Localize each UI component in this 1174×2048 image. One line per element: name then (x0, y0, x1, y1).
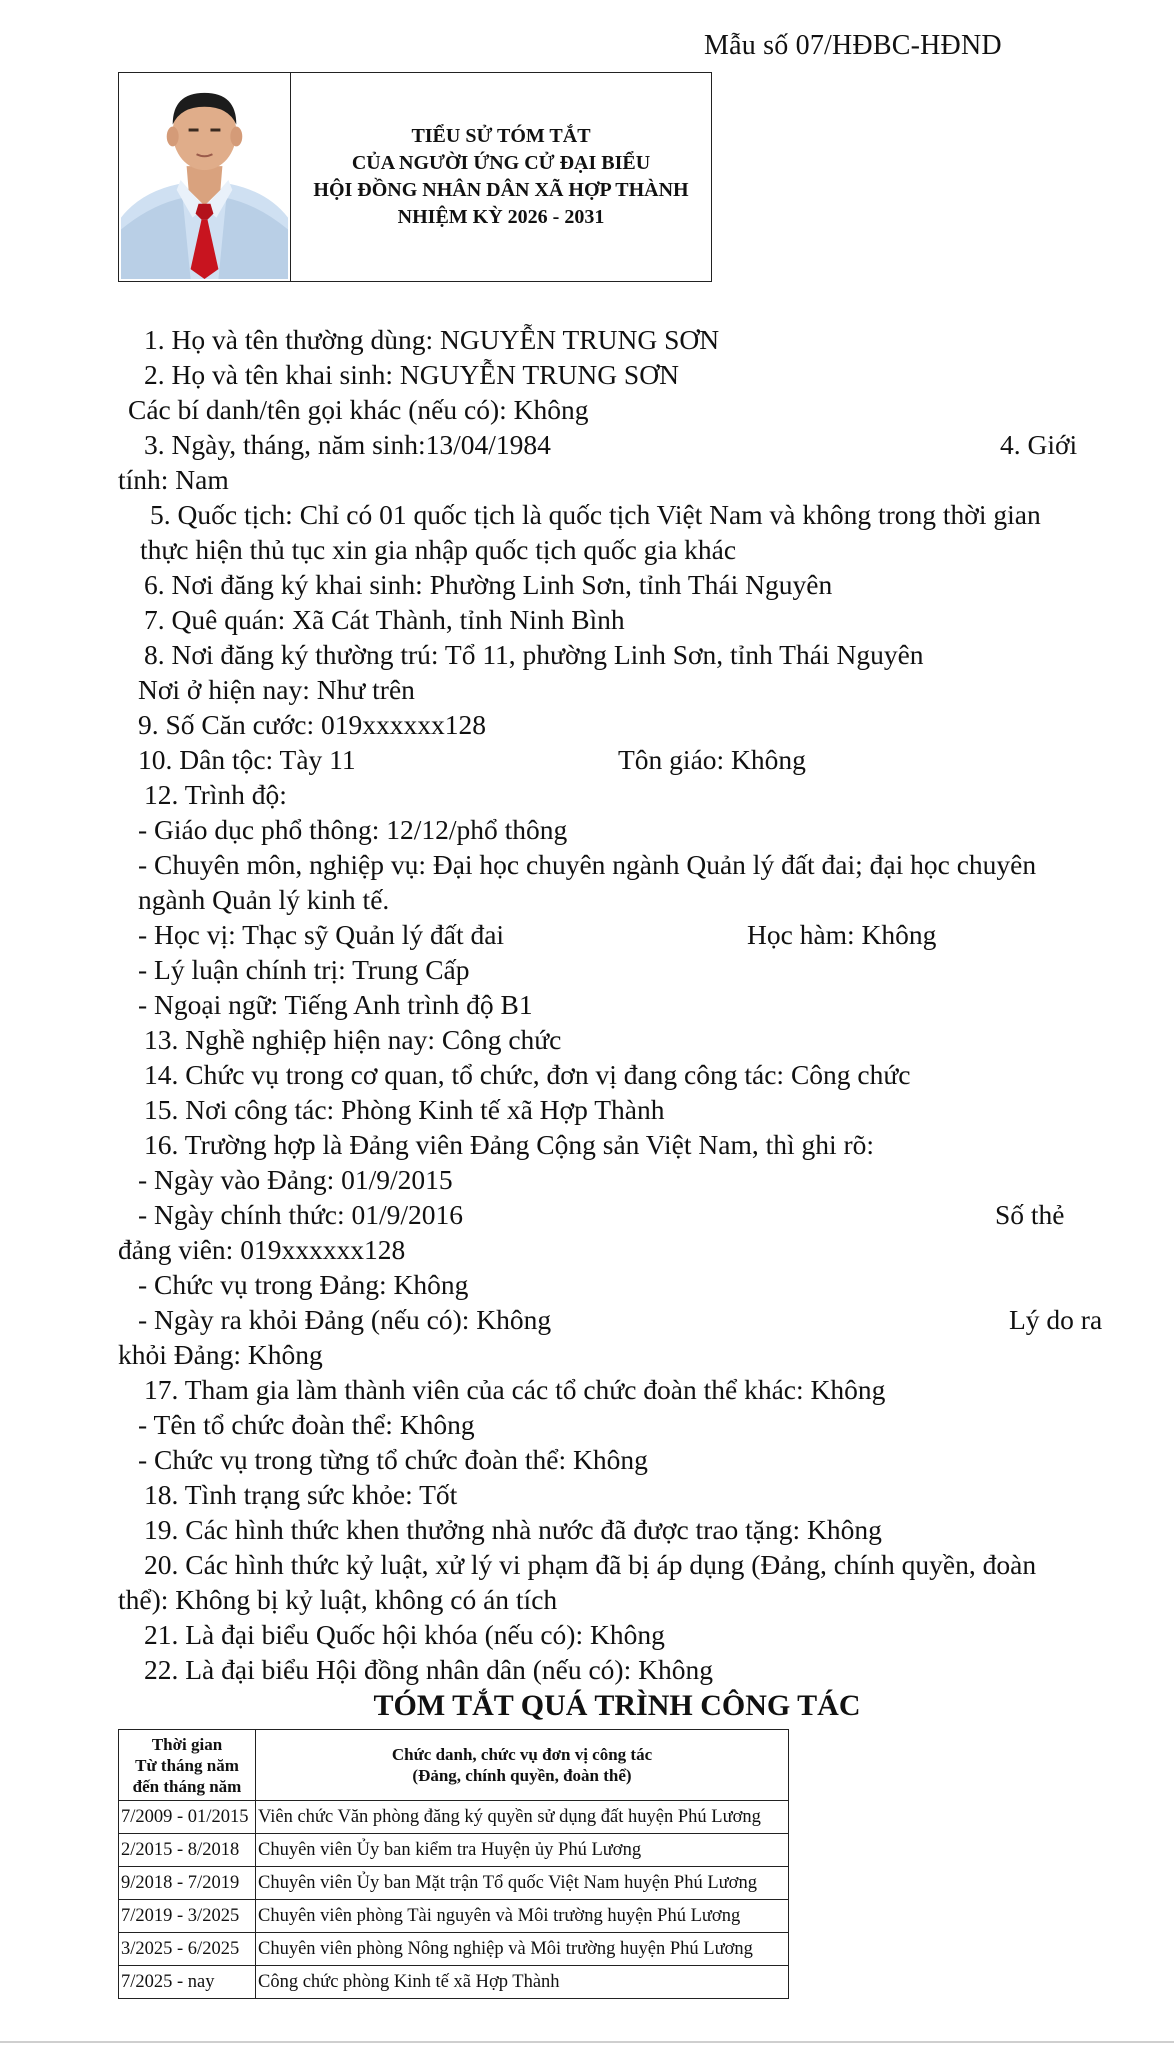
row-time: 7/2009 - 01/2015 (119, 1801, 256, 1834)
bio-line: - Giáo dục phổ thông: 12/12/phổ thông (138, 814, 568, 845)
bio-line: 13. Nghề nghiệp hiện nay: Công chức (144, 1024, 562, 1055)
bio-line: 9. Số Căn cước: 019xxxxxx128 (138, 709, 486, 740)
header-time-line: đến tháng năm (132, 1776, 242, 1796)
bio-line: - Ngoại ngữ: Tiếng Anh trình độ B1 (138, 989, 533, 1020)
header-box (118, 72, 712, 282)
bio-line: 14. Chức vụ trong cơ quan, tổ chức, đơn vị đang công tác: Công chức (144, 1059, 911, 1090)
header-time (119, 1730, 256, 1801)
bio-line: tính: Nam (118, 464, 229, 495)
bio-line: - Tên tổ chức đoàn thể: Không (138, 1409, 475, 1440)
table-row (119, 1900, 789, 1933)
bio-line-right: Tôn giáo: Không (618, 744, 806, 775)
bio-line: khỏi Đảng: Không (118, 1339, 323, 1370)
form-number: Mẫu số 07/HĐBC-HĐND (704, 30, 1002, 61)
bio-line: - Ngày chính thức: 01/9/2016 (138, 1199, 463, 1230)
bio-line: 21. Là đại biểu Quốc hội khóa (nếu có): Không (144, 1619, 665, 1650)
bio-line-split (118, 917, 1118, 952)
bio-line: 8. Nơi đăng ký thường trú: Tổ 11, phường Linh Sơn, tỉnh Thái Nguyên (144, 639, 924, 670)
row-time: 3/2025 - 6/2025 (119, 1933, 256, 1966)
table-row (119, 1834, 789, 1867)
work-history-table (118, 1729, 789, 1999)
bio-line: 5. Quốc tịch: Chỉ có 01 quốc tịch là quốc tịch Việt Nam và không trong thời gian (150, 499, 1041, 530)
row-role: Chuyên viên Ủy ban kiểm tra Huyện ủy Phú Lương (256, 1834, 789, 1867)
table-row (119, 1933, 789, 1966)
bio-line: - Lý luận chính trị: Trung Cấp (138, 954, 470, 985)
title-line-3: HỘI ĐỒNG NHÂN DÂN XÃ HỢP THÀNH (313, 179, 689, 201)
bio-line-right: 4. Giới (1000, 429, 1078, 460)
title-line-2: CỦA NGƯỜI ỨNG CỬ ĐẠI BIỂU (351, 152, 651, 174)
bio-line-split (118, 427, 1118, 462)
header-role-line: (Đảng, chính quyền, đoàn thể) (412, 1766, 632, 1785)
row-role: Công chức phòng Kinh tế xã Hợp Thành (256, 1966, 789, 1999)
bio-line: - Chức vụ trong Đảng: Không (138, 1269, 469, 1300)
page-edge-divider (0, 2041, 1174, 2043)
row-time: 7/2019 - 3/2025 (119, 1900, 256, 1933)
bio-line: đảng viên: 019xxxxxx128 (118, 1234, 406, 1265)
bio-line: - Ngày ra khỏi Đảng (nếu có): Không (138, 1304, 552, 1335)
bio-line: 20. Các hình thức kỷ luật, xử lý vi phạm đã bị áp dụng (Đảng, chính quyền, đoàn (144, 1549, 1037, 1580)
title-line-1: TIỂU SỬ TÓM TẮT (411, 125, 591, 147)
bio-line: 1. Họ và tên thường dùng: NGUYỄN TRUNG SƠN (144, 324, 720, 355)
title-line-4: NHIỆM KỲ 2026 - 2031 (397, 206, 605, 228)
header-role (256, 1730, 789, 1801)
table-row (119, 1966, 789, 1999)
bio-line: 12. Trình độ: (144, 779, 287, 810)
bio-line-right: Số thẻ (995, 1199, 1065, 1230)
bio-line: 15. Nơi công tác: Phòng Kinh tế xã Hợp Thành (144, 1094, 665, 1125)
bio-line: 22. Là đại biểu Hội đồng nhân dân (nếu có): Không (144, 1654, 713, 1685)
header-time-line: Thời gian (151, 1734, 223, 1754)
portrait-image (121, 81, 288, 279)
document-title (291, 73, 711, 281)
row-role: Chuyên viên phòng Nông nghiệp và Môi trường huyện Phú Lương (256, 1933, 789, 1966)
bio-line: ngành Quản lý kinh tế. (138, 884, 390, 915)
header-time-line: Từ tháng năm (135, 1755, 239, 1775)
bio-line-split (118, 1197, 1118, 1232)
bio-line: 3. Ngày, tháng, năm sinh:13/04/1984 (144, 429, 551, 460)
bio-line-right: Học hàm: Không (747, 919, 937, 950)
bio-line: - Ngày vào Đảng: 01/9/2015 (138, 1164, 453, 1195)
portrait-photo (119, 73, 291, 281)
bio-line: 16. Trường hợp là Đảng viên Đảng Cộng sản Việt Nam, thì ghi rõ: (144, 1129, 875, 1160)
row-time: 2/2015 - 8/2018 (119, 1834, 256, 1867)
bio-line: Nơi ở hiện nay: Như trên (138, 674, 415, 705)
bio-line-split (118, 742, 1118, 777)
table-header-row (119, 1730, 789, 1801)
bio-line: 18. Tình trạng sức khỏe: Tốt (144, 1479, 458, 1510)
bio-line: thực hiện thủ tục xin gia nhập quốc tịch quốc gia khác (140, 534, 737, 565)
row-time: 7/2025 - nay (119, 1966, 256, 1999)
bio-line: 17. Tham gia làm thành viên của các tổ chức đoàn thể khác: Không (144, 1374, 886, 1405)
bio-line: 2. Họ và tên khai sinh: NGUYỄN TRUNG SƠN (144, 359, 679, 390)
bio-line-right: Lý do ra (1009, 1304, 1103, 1335)
bio-line: 7. Quê quán: Xã Cát Thành, tỉnh Ninh Bình (144, 604, 625, 635)
row-time: 9/2018 - 7/2019 (119, 1867, 256, 1900)
bio-line: 6. Nơi đăng ký khai sinh: Phường Linh Sơn, tỉnh Thái Nguyên (144, 569, 833, 600)
bio-line: - Chuyên môn, nghiệp vụ: Đại học chuyên ngành Quản lý đất đai; đại học chuyên (138, 849, 1037, 880)
bio-line: 19. Các hình thức khen thưởng nhà nước đã được trao tặng: Không (144, 1514, 882, 1545)
bio-line-split (118, 1302, 1118, 1337)
bio-line: 10. Dân tộc: Tày 11 (138, 744, 356, 775)
table-row (119, 1801, 789, 1834)
header-role-line: Chức danh, chức vụ đơn vị công tác (391, 1745, 653, 1764)
row-role: Chuyên viên phòng Tài nguyên và Môi trường huyện Phú Lương (256, 1900, 789, 1933)
row-role: Chuyên viên Ủy ban Mặt trận Tổ quốc Việt Nam huyện Phú Lương (256, 1867, 789, 1900)
work-history-title: TÓM TẮT QUÁ TRÌNH CÔNG TÁC (373, 1689, 861, 1722)
row-role: Viên chức Văn phòng đăng ký quyền sử dụng đất huyện Phú Lương (256, 1801, 789, 1834)
bio-line: - Học vị: Thạc sỹ Quản lý đất đai (138, 919, 505, 950)
table-row (119, 1867, 789, 1900)
bio-line: Các bí danh/tên gọi khác (nếu có): Không (128, 394, 589, 425)
biography-content (118, 322, 1118, 1687)
bio-line: thể): Không bị kỷ luật, không có án tích (118, 1584, 558, 1615)
bio-line: - Chức vụ trong từng tổ chức đoàn thể: Không (138, 1444, 648, 1475)
